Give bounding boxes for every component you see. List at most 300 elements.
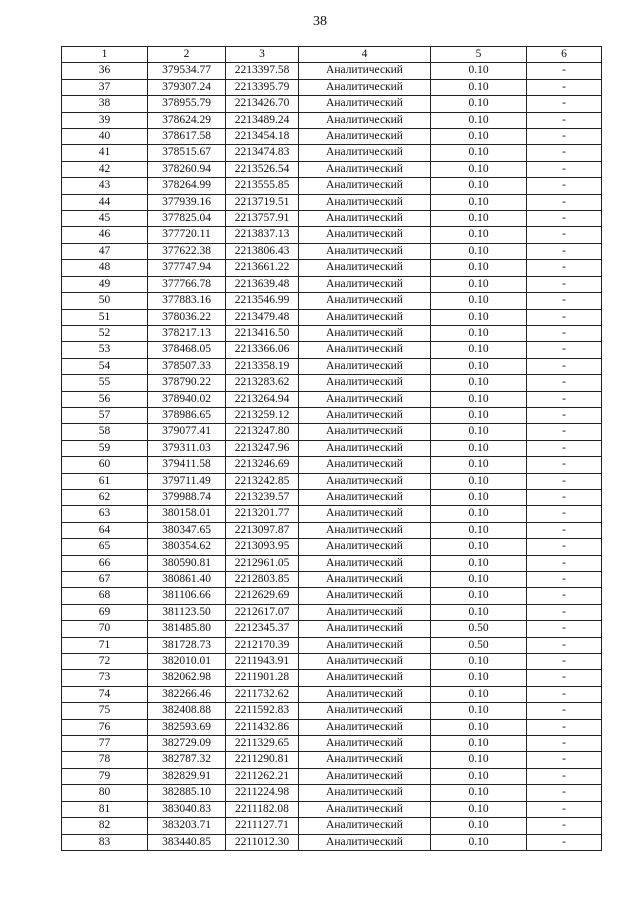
note-cell: - (527, 145, 602, 161)
table-row (62, 358, 602, 374)
accuracy-cell: 0.10 (431, 243, 527, 259)
note-cell: - (527, 440, 602, 456)
method-cell: Аналитический (299, 522, 431, 538)
method-cell: Аналитический (299, 604, 431, 620)
method-cell: Аналитический (299, 818, 431, 834)
point-number-cell: 41 (62, 145, 148, 161)
method-cell: Аналитический (299, 325, 431, 341)
note-cell: - (527, 703, 602, 719)
accuracy-cell: 0.10 (431, 719, 527, 735)
method-cell: Аналитический (299, 801, 431, 817)
accuracy-cell: 0.10 (431, 309, 527, 325)
note-cell: - (527, 96, 602, 112)
table-row (62, 834, 602, 850)
accuracy-cell: 0.10 (431, 407, 527, 423)
table-row (62, 588, 602, 604)
x-coordinate-cell: 382787.32 (148, 752, 226, 768)
note-cell: - (527, 801, 602, 817)
x-coordinate-cell: 383040.83 (148, 801, 226, 817)
table-row (62, 604, 602, 620)
x-coordinate-cell: 382729.09 (148, 736, 226, 752)
x-coordinate-cell: 379711.49 (148, 473, 226, 489)
x-coordinate-cell: 378217.13 (148, 325, 226, 341)
accuracy-cell: 0.10 (431, 276, 527, 292)
note-cell: - (527, 768, 602, 784)
accuracy-cell: 0.10 (431, 801, 527, 817)
table-row (62, 736, 602, 752)
x-coordinate-cell: 378790.22 (148, 375, 226, 391)
note-cell: - (527, 736, 602, 752)
note-cell: - (527, 227, 602, 243)
x-coordinate-cell: 378468.05 (148, 342, 226, 358)
accuracy-cell: 0.10 (431, 785, 527, 801)
accuracy-cell: 0.10 (431, 768, 527, 784)
accuracy-cell: 0.10 (431, 211, 527, 227)
x-coordinate-cell: 382829.91 (148, 768, 226, 784)
point-number-cell: 62 (62, 489, 148, 505)
x-coordinate-cell: 382593.69 (148, 719, 226, 735)
note-cell: - (527, 260, 602, 276)
note-cell: - (527, 63, 602, 79)
y-coordinate-cell: 2211182.08 (226, 801, 299, 817)
y-coordinate-cell: 2213366.06 (226, 342, 299, 358)
y-coordinate-cell: 2211329.65 (226, 736, 299, 752)
table-row (62, 473, 602, 489)
point-number-cell: 58 (62, 424, 148, 440)
method-cell: Аналитический (299, 358, 431, 374)
x-coordinate-cell: 377720.11 (148, 227, 226, 243)
x-coordinate-cell: 382885.10 (148, 785, 226, 801)
point-number-cell: 63 (62, 506, 148, 522)
point-number-cell: 83 (62, 834, 148, 850)
column-header: 6 (527, 47, 602, 63)
accuracy-cell: 0.10 (431, 358, 527, 374)
table-header-row (62, 47, 602, 63)
x-coordinate-cell: 382062.98 (148, 670, 226, 686)
y-coordinate-cell: 2213474.83 (226, 145, 299, 161)
point-number-cell: 78 (62, 752, 148, 768)
note-cell: - (527, 752, 602, 768)
point-number-cell: 75 (62, 703, 148, 719)
accuracy-cell: 0.10 (431, 178, 527, 194)
method-cell: Аналитический (299, 424, 431, 440)
method-cell: Аналитический (299, 79, 431, 95)
table-row (62, 79, 602, 95)
accuracy-cell: 0.10 (431, 424, 527, 440)
method-cell: Аналитический (299, 342, 431, 358)
table-row (62, 309, 602, 325)
y-coordinate-cell: 2211127.71 (226, 818, 299, 834)
x-coordinate-cell: 379988.74 (148, 489, 226, 505)
coordinates-table (61, 46, 602, 851)
accuracy-cell: 0.10 (431, 473, 527, 489)
note-cell: - (527, 325, 602, 341)
note-cell: - (527, 211, 602, 227)
method-cell: Аналитический (299, 407, 431, 423)
y-coordinate-cell: 2213837.13 (226, 227, 299, 243)
y-coordinate-cell: 2211262.21 (226, 768, 299, 784)
x-coordinate-cell: 378264.99 (148, 178, 226, 194)
accuracy-cell: 0.10 (431, 293, 527, 309)
note-cell: - (527, 161, 602, 177)
y-coordinate-cell: 2213259.12 (226, 407, 299, 423)
accuracy-cell: 0.10 (431, 391, 527, 407)
accuracy-cell: 0.10 (431, 686, 527, 702)
x-coordinate-cell: 383203.71 (148, 818, 226, 834)
table-body (62, 63, 602, 851)
note-cell: - (527, 686, 602, 702)
y-coordinate-cell: 2213661.22 (226, 260, 299, 276)
table-row (62, 703, 602, 719)
point-number-cell: 80 (62, 785, 148, 801)
accuracy-cell: 0.10 (431, 604, 527, 620)
point-number-cell: 69 (62, 604, 148, 620)
x-coordinate-cell: 382010.01 (148, 654, 226, 670)
y-coordinate-cell: 2213757.91 (226, 211, 299, 227)
table-row (62, 654, 602, 670)
x-coordinate-cell: 380354.62 (148, 539, 226, 555)
accuracy-cell: 0.10 (431, 96, 527, 112)
note-cell: - (527, 555, 602, 571)
table-row (62, 194, 602, 210)
table-row (62, 260, 602, 276)
accuracy-cell: 0.10 (431, 572, 527, 588)
table-row (62, 506, 602, 522)
note-cell: - (527, 604, 602, 620)
note-cell: - (527, 129, 602, 145)
accuracy-cell: 0.10 (431, 161, 527, 177)
note-cell: - (527, 112, 602, 128)
x-coordinate-cell: 379311.03 (148, 440, 226, 456)
point-number-cell: 66 (62, 555, 148, 571)
method-cell: Аналитический (299, 161, 431, 177)
accuracy-cell: 0.10 (431, 457, 527, 473)
x-coordinate-cell: 380347.65 (148, 522, 226, 538)
method-cell: Аналитический (299, 440, 431, 456)
table-row (62, 293, 602, 309)
accuracy-cell: 0.10 (431, 194, 527, 210)
y-coordinate-cell: 2212617.07 (226, 604, 299, 620)
note-cell: - (527, 637, 602, 653)
table-row (62, 818, 602, 834)
x-coordinate-cell: 378507.33 (148, 358, 226, 374)
method-cell: Аналитический (299, 243, 431, 259)
table-row (62, 129, 602, 145)
point-number-cell: 77 (62, 736, 148, 752)
accuracy-cell: 0.10 (431, 588, 527, 604)
point-number-cell: 68 (62, 588, 148, 604)
note-cell: - (527, 654, 602, 670)
note-cell: - (527, 457, 602, 473)
x-coordinate-cell: 382408.88 (148, 703, 226, 719)
table-row (62, 719, 602, 735)
column-header: 4 (299, 47, 431, 63)
x-coordinate-cell: 377747.94 (148, 260, 226, 276)
y-coordinate-cell: 2211943.91 (226, 654, 299, 670)
point-number-cell: 37 (62, 79, 148, 95)
x-coordinate-cell: 383440.85 (148, 834, 226, 850)
y-coordinate-cell: 2213397.58 (226, 63, 299, 79)
point-number-cell: 70 (62, 621, 148, 637)
accuracy-cell: 0.10 (431, 342, 527, 358)
method-cell: Аналитический (299, 293, 431, 309)
note-cell: - (527, 243, 602, 259)
note-cell: - (527, 178, 602, 194)
method-cell: Аналитический (299, 145, 431, 161)
table-row (62, 686, 602, 702)
method-cell: Аналитический (299, 227, 431, 243)
point-number-cell: 76 (62, 719, 148, 735)
y-coordinate-cell: 2212629.69 (226, 588, 299, 604)
accuracy-cell: 0.10 (431, 112, 527, 128)
method-cell: Аналитический (299, 670, 431, 686)
accuracy-cell: 0.10 (431, 539, 527, 555)
note-cell: - (527, 293, 602, 309)
method-cell: Аналитический (299, 686, 431, 702)
y-coordinate-cell: 2213719.51 (226, 194, 299, 210)
table-row (62, 96, 602, 112)
y-coordinate-cell: 2212961.05 (226, 555, 299, 571)
point-number-cell: 55 (62, 375, 148, 391)
table-row (62, 670, 602, 686)
accuracy-cell: 0.10 (431, 670, 527, 686)
point-number-cell: 44 (62, 194, 148, 210)
table-row (62, 637, 602, 653)
accuracy-cell: 0.10 (431, 79, 527, 95)
x-coordinate-cell: 378260.94 (148, 161, 226, 177)
y-coordinate-cell: 2213526.54 (226, 161, 299, 177)
note-cell: - (527, 785, 602, 801)
method-cell: Аналитический (299, 752, 431, 768)
table-row (62, 161, 602, 177)
column-header: 5 (431, 47, 527, 63)
accuracy-cell: 0.10 (431, 129, 527, 145)
x-coordinate-cell: 381106.66 (148, 588, 226, 604)
point-number-cell: 56 (62, 391, 148, 407)
table-row (62, 211, 602, 227)
accuracy-cell: 0.10 (431, 325, 527, 341)
note-cell: - (527, 276, 602, 292)
point-number-cell: 49 (62, 276, 148, 292)
method-cell: Аналитический (299, 260, 431, 276)
x-coordinate-cell: 379077.41 (148, 424, 226, 440)
y-coordinate-cell: 2213242.85 (226, 473, 299, 489)
point-number-cell: 74 (62, 686, 148, 702)
table-row (62, 325, 602, 341)
y-coordinate-cell: 2213489.24 (226, 112, 299, 128)
y-coordinate-cell: 2213246.69 (226, 457, 299, 473)
point-number-cell: 60 (62, 457, 148, 473)
method-cell: Аналитический (299, 555, 431, 571)
method-cell: Аналитический (299, 194, 431, 210)
point-number-cell: 47 (62, 243, 148, 259)
note-cell: - (527, 489, 602, 505)
table-row (62, 768, 602, 784)
method-cell: Аналитический (299, 309, 431, 325)
accuracy-cell: 0.50 (431, 621, 527, 637)
method-cell: Аналитический (299, 457, 431, 473)
y-coordinate-cell: 2213201.77 (226, 506, 299, 522)
accuracy-cell: 0.10 (431, 260, 527, 276)
table-row (62, 227, 602, 243)
table-row (62, 489, 602, 505)
point-number-cell: 50 (62, 293, 148, 309)
accuracy-cell: 0.10 (431, 375, 527, 391)
method-cell: Аналитический (299, 834, 431, 850)
note-cell: - (527, 522, 602, 538)
y-coordinate-cell: 2213454.18 (226, 129, 299, 145)
method-cell: Аналитический (299, 63, 431, 79)
table-row (62, 112, 602, 128)
point-number-cell: 65 (62, 539, 148, 555)
method-cell: Аналитический (299, 736, 431, 752)
y-coordinate-cell: 2211224.98 (226, 785, 299, 801)
point-number-cell: 67 (62, 572, 148, 588)
table-row (62, 342, 602, 358)
y-coordinate-cell: 2211290.81 (226, 752, 299, 768)
accuracy-cell: 0.10 (431, 489, 527, 505)
table-row (62, 440, 602, 456)
note-cell: - (527, 79, 602, 95)
note-cell: - (527, 588, 602, 604)
x-coordinate-cell: 379411.58 (148, 457, 226, 473)
y-coordinate-cell: 2211901.28 (226, 670, 299, 686)
y-coordinate-cell: 2213093.95 (226, 539, 299, 555)
method-cell: Аналитический (299, 375, 431, 391)
x-coordinate-cell: 378955.79 (148, 96, 226, 112)
y-coordinate-cell: 2213358.19 (226, 358, 299, 374)
y-coordinate-cell: 2213247.96 (226, 440, 299, 456)
accuracy-cell: 0.10 (431, 555, 527, 571)
table-row (62, 276, 602, 292)
page-number: 38 (313, 14, 327, 29)
point-number-cell: 59 (62, 440, 148, 456)
note-cell: - (527, 621, 602, 637)
point-number-cell: 73 (62, 670, 148, 686)
method-cell: Аналитический (299, 588, 431, 604)
table-row (62, 801, 602, 817)
x-coordinate-cell: 381123.50 (148, 604, 226, 620)
point-number-cell: 57 (62, 407, 148, 423)
point-number-cell: 61 (62, 473, 148, 489)
point-number-cell: 38 (62, 96, 148, 112)
note-cell: - (527, 506, 602, 522)
accuracy-cell: 0.10 (431, 440, 527, 456)
method-cell: Аналитический (299, 539, 431, 555)
x-coordinate-cell: 378940.02 (148, 391, 226, 407)
method-cell: Аналитический (299, 637, 431, 653)
y-coordinate-cell: 2213264.94 (226, 391, 299, 407)
note-cell: - (527, 391, 602, 407)
accuracy-cell: 0.10 (431, 654, 527, 670)
x-coordinate-cell: 381485.80 (148, 621, 226, 637)
x-coordinate-cell: 377622.38 (148, 243, 226, 259)
note-cell: - (527, 407, 602, 423)
x-coordinate-cell: 380158.01 (148, 506, 226, 522)
accuracy-cell: 0.10 (431, 522, 527, 538)
y-coordinate-cell: 2213416.50 (226, 325, 299, 341)
y-coordinate-cell: 2212803.85 (226, 572, 299, 588)
table-row (62, 555, 602, 571)
table-row (62, 572, 602, 588)
x-coordinate-cell: 378036.22 (148, 309, 226, 325)
point-number-cell: 52 (62, 325, 148, 341)
table-row (62, 539, 602, 555)
point-number-cell: 71 (62, 637, 148, 653)
table-row (62, 178, 602, 194)
point-number-cell: 64 (62, 522, 148, 538)
table-row (62, 391, 602, 407)
note-cell: - (527, 719, 602, 735)
x-coordinate-cell: 380861.40 (148, 572, 226, 588)
method-cell: Аналитический (299, 703, 431, 719)
x-coordinate-cell: 378986.65 (148, 407, 226, 423)
note-cell: - (527, 834, 602, 850)
method-cell: Аналитический (299, 178, 431, 194)
accuracy-cell: 0.10 (431, 506, 527, 522)
y-coordinate-cell: 2213247.80 (226, 424, 299, 440)
method-cell: Аналитический (299, 719, 431, 735)
point-number-cell: 48 (62, 260, 148, 276)
accuracy-cell: 0.10 (431, 736, 527, 752)
table-row (62, 752, 602, 768)
y-coordinate-cell: 2213546.99 (226, 293, 299, 309)
x-coordinate-cell: 377825.04 (148, 211, 226, 227)
method-cell: Аналитический (299, 211, 431, 227)
table-row (62, 63, 602, 79)
accuracy-cell: 0.50 (431, 637, 527, 653)
point-number-cell: 82 (62, 818, 148, 834)
y-coordinate-cell: 2213239.57 (226, 489, 299, 505)
y-coordinate-cell: 2211012.30 (226, 834, 299, 850)
method-cell: Аналитический (299, 96, 431, 112)
x-coordinate-cell: 377939.16 (148, 194, 226, 210)
point-number-cell: 46 (62, 227, 148, 243)
point-number-cell: 72 (62, 654, 148, 670)
note-cell: - (527, 375, 602, 391)
x-coordinate-cell: 377766.78 (148, 276, 226, 292)
method-cell: Аналитический (299, 129, 431, 145)
note-cell: - (527, 818, 602, 834)
point-number-cell: 54 (62, 358, 148, 374)
method-cell: Аналитический (299, 572, 431, 588)
column-header: 3 (226, 47, 299, 63)
accuracy-cell: 0.10 (431, 145, 527, 161)
y-coordinate-cell: 2211732.62 (226, 686, 299, 702)
method-cell: Аналитический (299, 112, 431, 128)
accuracy-cell: 0.10 (431, 752, 527, 768)
column-header: 2 (148, 47, 226, 63)
method-cell: Аналитический (299, 276, 431, 292)
note-cell: - (527, 539, 602, 555)
y-coordinate-cell: 2213395.79 (226, 79, 299, 95)
method-cell: Аналитический (299, 785, 431, 801)
method-cell: Аналитический (299, 473, 431, 489)
method-cell: Аналитический (299, 489, 431, 505)
x-coordinate-cell: 378617.58 (148, 129, 226, 145)
y-coordinate-cell: 2212170.39 (226, 637, 299, 653)
note-cell: - (527, 342, 602, 358)
note-cell: - (527, 572, 602, 588)
x-coordinate-cell: 381728.73 (148, 637, 226, 653)
point-number-cell: 42 (62, 161, 148, 177)
point-number-cell: 79 (62, 768, 148, 784)
method-cell: Аналитический (299, 621, 431, 637)
table-row (62, 785, 602, 801)
table-row (62, 424, 602, 440)
table-row (62, 407, 602, 423)
x-coordinate-cell: 378624.29 (148, 112, 226, 128)
